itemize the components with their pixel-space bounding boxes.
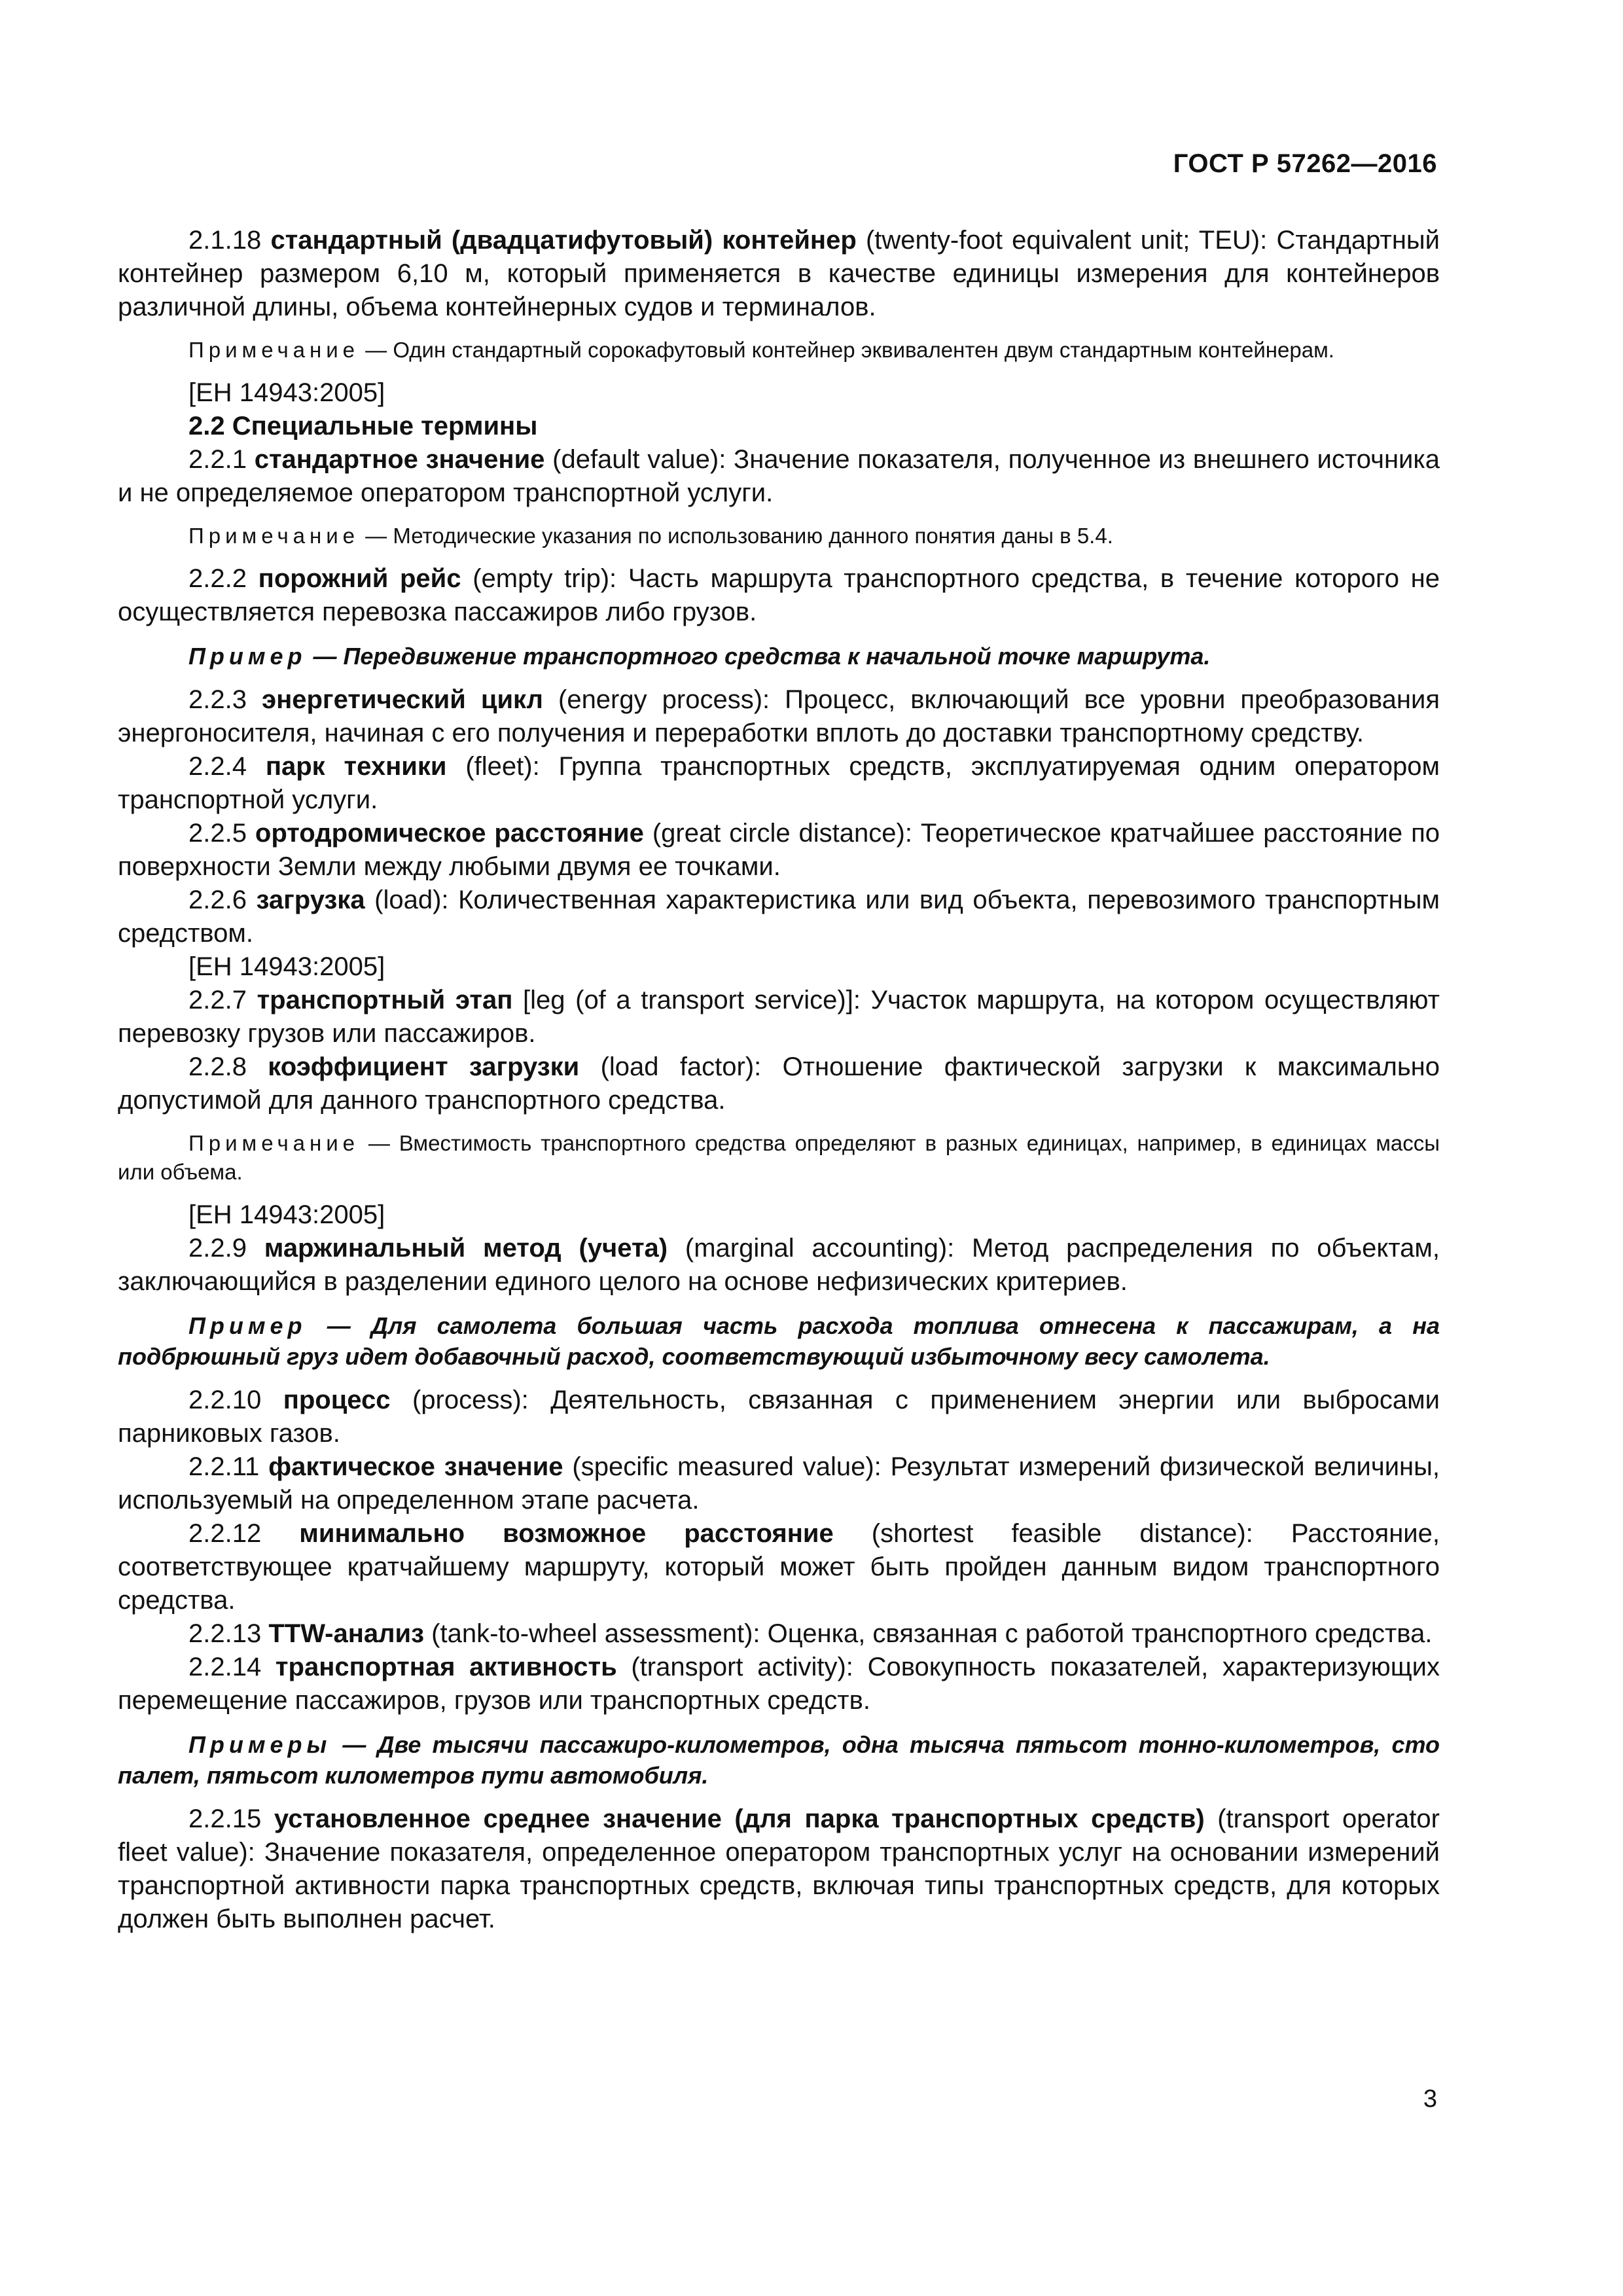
term-number: 2.2.12 bbox=[188, 1519, 262, 1548]
term-2-2-10 bbox=[118, 1384, 1440, 1450]
term-number: 2.2.6 bbox=[188, 886, 247, 914]
term-definition: (load): Количественная характеристика или вид объекта, перевозимого транспортным средством. bbox=[118, 886, 1440, 948]
reference: [ЕН 14943:2005] bbox=[188, 952, 385, 981]
example-text: — Для самолета большая часть расхода топлива отнесена к пассажирам, а на подбрюшный груз идет добавочный расход, соответствующий избыточному весу самолета. bbox=[118, 1312, 1440, 1370]
example-text: — Две тысячи пассажиро-километров, одна тысяча пятьсот тонно-километров, сто палет, пятьсот километров пути автомобиля. bbox=[118, 1731, 1440, 1789]
term-2-2-13 bbox=[118, 1617, 1440, 1651]
example-label: Пример bbox=[188, 643, 307, 670]
term-name: TTW-анализ bbox=[268, 1619, 425, 1648]
term-number: 2.2.4 bbox=[188, 752, 247, 781]
term-2-2-11 bbox=[118, 1450, 1440, 1517]
term-2-2-14 bbox=[118, 1651, 1440, 1717]
standard-header: ГОСТ Р 57262—2016 bbox=[1173, 149, 1437, 178]
term-number: 2.2.3 bbox=[188, 685, 247, 714]
term-number: 2.2.11 bbox=[188, 1452, 260, 1481]
term-definition: (default value): Значение показателя, полученное из внешнего источника и не определяемое оператором транспортной услуги. bbox=[118, 445, 1440, 507]
term-definition: (transport operator fleet value): Значение показателя, определенное оператором транспортных услуг на основании измерений транспортной активности парка транспортных средств, включая типы транспортных средств, для которых должен быть выполнен расчет. bbox=[118, 1804, 1440, 1933]
term-name: фактическое значение bbox=[268, 1452, 563, 1481]
term-definition: (great circle distance): Теоретическое кратчайшее расстояние по поверхности Земли между любыми двумя ее точками. bbox=[118, 819, 1440, 881]
term-definition: (shortest feasible distance): Расстояние, соответствующее кратчайшему маршруту, который может быть пройден данным видом транспортного средства. bbox=[118, 1519, 1440, 1615]
example bbox=[118, 1729, 1440, 1791]
term-2-2-3 bbox=[118, 683, 1440, 750]
document-body bbox=[118, 224, 1440, 1936]
page-number: 3 bbox=[1423, 2085, 1437, 2113]
term-definition: (load factor): Отношение фактической загрузки к максимально допустимой для данного транспортного средства. bbox=[118, 1052, 1440, 1115]
term-number: 2.2.8 bbox=[188, 1052, 247, 1081]
note-label: Примечание bbox=[188, 524, 360, 548]
term-2-2-7 bbox=[118, 984, 1440, 1050]
term-definition: (tank-to-wheel assessment): Оценка, связанная с работой транспортного средства. bbox=[424, 1619, 1433, 1648]
term-name: стандартный (двадцатифутовый) контейнер bbox=[270, 226, 857, 255]
term-2-2-6 bbox=[118, 884, 1440, 950]
term-definition: (process): Деятельность, связанная с применением энергии или выбросами парниковых газов. bbox=[118, 1386, 1440, 1448]
note-text: — Вместимость транспортного средства определяют в разных единицах, например, в единицах массы или объема. bbox=[118, 1131, 1440, 1184]
term-name: маржинальный метод (учета) bbox=[264, 1234, 668, 1263]
term-name: транспортная активность bbox=[275, 1653, 617, 1681]
term-number: 2.2.13 bbox=[188, 1619, 262, 1648]
term-number: 2.2.9 bbox=[188, 1234, 247, 1263]
reference: [ЕН 14943:2005] bbox=[188, 378, 385, 407]
term-name: установленное среднее значение (для парка транспортных средств) bbox=[274, 1804, 1205, 1833]
term-definition: (energy process): Процесс, включающий все уровни преобразования энергоносителя, начиная с его получения и переработки вплоть до доставки транспортному средству. bbox=[118, 685, 1440, 747]
example-text: — Передвижение транспортного средства к начальной точке маршрута. bbox=[306, 643, 1211, 670]
term-name: стандартное значение bbox=[254, 445, 545, 474]
term-definition: [leg (of a transport service)]: Участок маршрута, на котором осуществляют перевозку грузов или пассажиров. bbox=[118, 986, 1440, 1048]
term-2-1-18 bbox=[118, 224, 1440, 324]
term-definition: (marginal accounting): Метод распределения по объектам, заключающийся в разделении единого целого на основе нефизических критериев. bbox=[118, 1234, 1440, 1296]
term-2-2-4 bbox=[118, 750, 1440, 817]
term-2-2-5 bbox=[118, 817, 1440, 884]
term-name: коэффициент загрузки bbox=[268, 1052, 580, 1081]
note bbox=[118, 522, 1440, 550]
term-number: 2.1.18 bbox=[188, 226, 262, 255]
term-number: 2.2.5 bbox=[188, 819, 247, 848]
term-2-2-8 bbox=[118, 1050, 1440, 1117]
section-heading: 2.2 Специальные термины bbox=[188, 412, 538, 440]
note-label: Примечание bbox=[188, 338, 360, 362]
term-definition: (empty trip): Часть маршрута транспортного средства, в течение которого не осуществляется перевозка пассажиров либо грузов. bbox=[118, 564, 1440, 626]
example-label: Пример bbox=[188, 1312, 307, 1339]
term-2-2-1 bbox=[118, 443, 1440, 510]
term-number: 2.2.2 bbox=[188, 564, 247, 593]
term-2-2-12 bbox=[118, 1517, 1440, 1617]
term-name: энергетический цикл bbox=[261, 685, 543, 714]
term-number: 2.2.7 bbox=[188, 986, 247, 1014]
term-number: 2.2.10 bbox=[188, 1386, 262, 1414]
term-name: минимально возможное расстояние bbox=[299, 1519, 834, 1548]
term-name: порожний рейс bbox=[258, 564, 461, 593]
term-2-2-15 bbox=[118, 1803, 1440, 1936]
term-number: 2.2.15 bbox=[188, 1804, 262, 1833]
note bbox=[118, 336, 1440, 365]
term-name: процесс bbox=[283, 1386, 391, 1414]
term-name: ортодромическое расстояние bbox=[255, 819, 644, 848]
note bbox=[118, 1129, 1440, 1187]
term-name: парк техники bbox=[265, 752, 447, 781]
term-definition: (twenty-foot equivalent unit; TEU): Стандартный контейнер размером 6,10 м, который применяется в качестве единицы измерения для контейнеров различной длины, объема контейнерных судов и терминалов. bbox=[118, 226, 1440, 321]
term-number: 2.2.14 bbox=[188, 1653, 262, 1681]
term-2-2-9 bbox=[118, 1232, 1440, 1299]
note-label: Примечание bbox=[188, 1131, 360, 1155]
example-label: Примеры bbox=[188, 1731, 332, 1758]
reference: [ЕН 14943:2005] bbox=[188, 1200, 385, 1229]
term-number: 2.2.1 bbox=[188, 445, 247, 474]
example bbox=[118, 1310, 1440, 1372]
term-name: транспортный этап bbox=[257, 986, 513, 1014]
term-name: загрузка bbox=[256, 886, 365, 914]
note-text: — Один стандартный сорокафутовый контейнер эквивалентен двум стандартным контейнерам. bbox=[359, 338, 1334, 362]
term-definition: (fleet): Группа транспортных средств, эксплуатируемая одним оператором транспортной услуги. bbox=[118, 752, 1440, 814]
term-definition: (specific measured value): Результат измерений физической величины, используемый на определенном этапе расчета. bbox=[118, 1452, 1440, 1515]
example bbox=[118, 641, 1440, 672]
term-2-2-2 bbox=[118, 562, 1440, 629]
note-text: — Методические указания по использованию данного понятия даны в 5.4. bbox=[359, 524, 1113, 548]
term-definition: (transport activity): Совокупность показателей, характеризующих перемещение пассажиров, грузов или транспортных средств. bbox=[118, 1653, 1440, 1715]
